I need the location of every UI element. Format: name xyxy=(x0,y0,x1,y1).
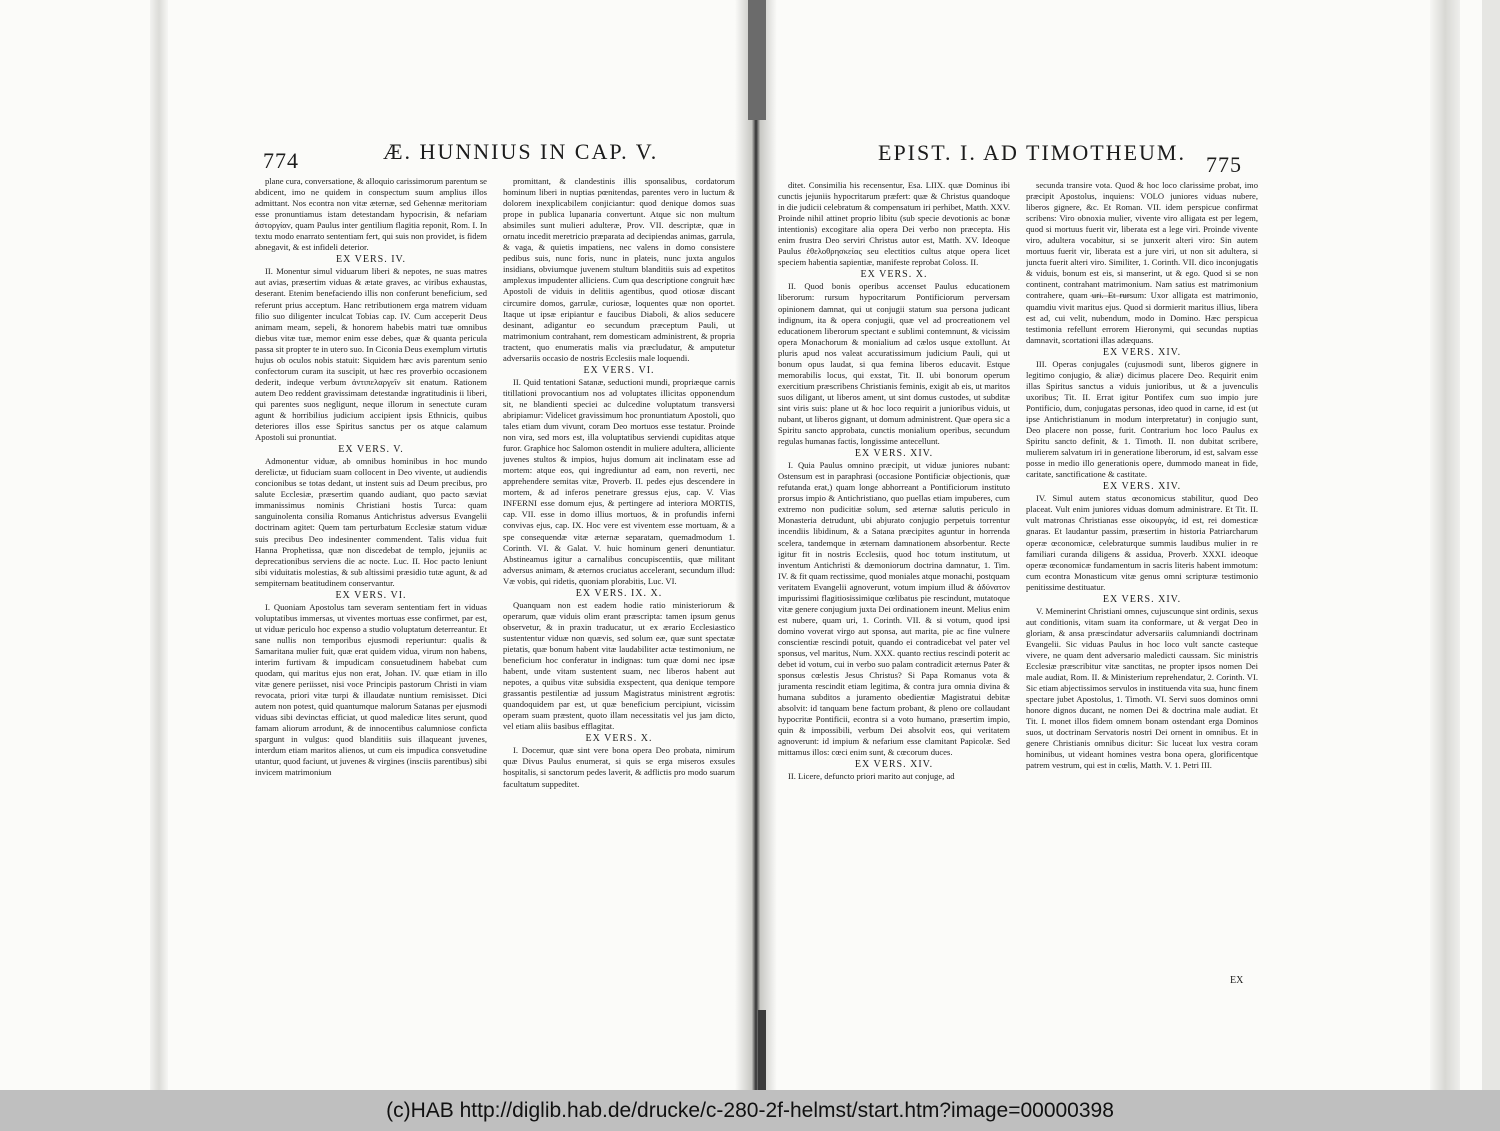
text-paragraph: plane cura, conversatione, & alloquio carissimorum parentum se abdicent, imo ne quidem in conspectum suum amplius illos admittant. Nos econtra non vitæ æternæ, sed Gehennæ meritoriam esse pronuntiamus istam detestandam hypocrisin, & nefariam ἀστοργίαν, quam Paulus inter gentilium flagitia reponit, Rom. I. In textu modo enarrato sententiam fert, qui suis non providet, is fidem abnegavit, & est infideli deterior. xyxy=(255,176,487,253)
copyright-footer-bar xyxy=(0,1090,1500,1131)
section-heading: EX VERS. IV. xyxy=(336,254,406,266)
scan-edge-shadow-left xyxy=(150,0,168,1090)
text-paragraph: II. Quid tentationi Satanæ, seductioni mundi, propriæque carnis titillationi provocantium nos ad voluptates illicitas opponendum sit, ne blandienti speciei ac dulcedine voluptatum transversi abripiamur: Videlicet gravissimum hoc pronuntiatum Apostoli, quo tales etiam dum vivunt, coram Deo mortuos esse testatur. Proinde non vira, sed mors est, illa voluptatibus serviendi cupiditas atque furor. Graphice hoc Salomon ostendit in muliere adultera, alliciente juvenes stultos & impios, hujus domum ait inclinatam esse ad mortem: atque eos, qui ingrediuntur ad eam, non reverti, nec apprehendere semitas vitæ, Proverb. II. pedes ejus descendere in mortem, & ad inferos penetrare gressus ejus, cap. V. Vias INFERNI esse domum ejus, & pertingere ad interiora MORTIS, cap. VII. esse in domo illius mortuos, & in profundis inferni convivas ejus, cap. IX. Hoc vere est viventem esse mortuam, & a spe consequendæ vitæ æternæ separatam, quemadmodum 1. Corinth. VI. & Galat. V. huic hominum generi denuntiatur. Abstineamus igitur a carnalibus concupiscentiis, quæ militant adversus animam, & æternos cruciatus accelerant, secundum illud: Væ vobis, qui ridetis, quoniam plorabitis, Luc. VI. xyxy=(503,376,735,586)
catchword: EX xyxy=(1230,975,1244,986)
right-page xyxy=(778,140,1258,986)
scan-edge-shadow-right xyxy=(1430,0,1460,1090)
right-running-title: EPIST. I. AD TIMOTHEUM. xyxy=(878,140,1186,165)
book-gutter xyxy=(735,0,777,1090)
section-heading: EX VERS. X. xyxy=(860,269,928,281)
gutter-notch-top xyxy=(748,0,766,120)
text-paragraph: I. Docemur, quæ sint vere bona opera Deo probata, nimirum quæ Divus Paulus enumerat, si quis se erga miseros exsules hospitalis, si sanctorum pedes laverit, & adflictis pro modo suarum facultatum suppeditet. xyxy=(503,745,735,789)
section-heading: EX VERS. XIV. xyxy=(1102,593,1182,605)
left-running-head xyxy=(255,136,725,176)
text-paragraph: II. Quod bonis operibus accenset Paulus educationem liberorum: rursum hypocritarum Pontificiorum perversam opinionem damnat, qui ut conjugii statum sua persona judicant indignum, ita & opera conjugii, quæ vel ad procreationem vel educationem liberorum spectant e sublimi contemnunt, & vicissim opera Monachorum & monialium ad cælos usque extollunt. At pluris apud nos valeat accuratissimum judicium Pauli, qui ut bonum opus laudat, si qua femina liberos educavit. Estque memorabilis locus, qui exstat, Tit. II. ubi bonorum operum exercitium præscribens Christianis feminis, exigit ab eis, ut maritos suos diligant, ut liberos ament, ut sint domus custodes, ut subditæ sint viris suis: plane ut & hoc loco requirit a junioribus viduis, ut nubant, ut liberos gignant, ut domum administrent. Quæ opera sic a Spiritu sancto approbata, cunctis monialium operibus, secundum regulas humanas factis, longissime antecellunt. xyxy=(778,281,1010,447)
left-page-column-a xyxy=(255,176,487,986)
text-paragraph: I. Quoniam Apostolus tam severam sententiam fert in viduas voluptatibus immersas, ut viventes mortuas esse confirmet, par est, ut viduæ periculo hoc expenso a studio voluptatum deterreantur. Et sane nullis non temporibus ejusmodi reperiuntur: qualis & Samaritana mulier fuit, quæ erat quidem vidua, virum non habens, interim furtivam & impudicam consuetudinem habebat cum quodam, qui maritus ejus non erat, Johan. IV. quæ etiam in illo vitæ genere periisset, nisi voce Principis pastorum Christi in viam revocata, priori vitæ turpi & illaudatæ nuntium remisisset. Dici autem non potest, quid quantumque malorum Satanas per ejusmodi viduas sibi devinctas efficiat, ut quod maledicæ lites serunt, quod famam aliorum arrodunt, & de innocentibus calumniose conficta spargunt in vulgus: quod blanditiis suis illaqueant juvenes, interdum etiam maritos alienos, ut cum eis impudica consvetudine utantur, quod faciunt, ut juvenes & virgines (insciis parentibus) sibi invicem matrimonium xyxy=(255,601,487,778)
section-heading: EX VERS. XIV. xyxy=(1102,346,1182,358)
scan-edge-far-right xyxy=(1482,0,1500,1090)
right-page-number: 775 xyxy=(1206,152,1242,177)
section-heading: EX VERS. VI. xyxy=(335,589,407,601)
section-heading: EX VERS. XIV. xyxy=(854,448,934,460)
section-heading: EX VERS. IX. X. xyxy=(575,587,663,599)
text-paragraph: ditet. Consimilia his recensentur, Esa. LIIX. quæ Dominus ibi cunctis jejuniis hypocritarum præfert: quæ & Christus quandoque in die judicii celebratum & compensatum iri perhibet, Matth. XXV. Proinde nihil attinet proprio libitu (sub specie devotionis ac bonæ intentionis) excogitare alia opera Dei verbo non præcepta. His enim frustra Deo serviri Christus autor est, Matth. XV. Ideoque Paulus ἐθελοθρησκείας seu electitios cultus atque opera licet speciem habentia sapientiæ, manifeste reprobat Coloss. II. xyxy=(778,180,1010,268)
text-paragraph: promittant, & clandestinis illis sponsalibus, cordatorum hominum liberi in nuptias pœnitendas, parentes vero in luctum & dolorem inexplicabilem conjiciantur: quod denique domos suas prope in publica lupanaria convertunt. Atque sic non multum absimiles sunt mulieri adulteræ, Prov. VII. descriptæ, quæ in ornatu incedit meretricio præparata ad decipiendas animas, garrula, & vaga, & quietis impatiens, nec valens in domo consistere pedibus suis, nunc foris, nunc in plateis, nunc juxta angulos insidians, obviumque juvenem stultum blanditiis suis ad expetitos amplexus impudenter alliciens. Cum qua descriptione congruit hæc Apostoli de viduis in delitiis agentibus, quod otiosæ discant circumire domos, garrulæ, curiosæ, loquentes quæ non oportet. Itaque ut ipsæ eripiantur e faucibus Diaboli, & alios seducere desinant, adigantur eo secundum præceptum Pauli, ut matrimonium contrahant, rem domesticam administrent, & propria tractent, quo enumeratis malis via præcludatur, & amputetur adversariis occasio de nostris Ecclesiis male loquendi. xyxy=(503,176,735,363)
section-heading: EX VERS. XIV. xyxy=(1102,481,1182,493)
text-paragraph: II. Monentur simul viduarum liberi & nepotes, ne suas matres aut avias, præsertim viduas & ætate graves, ac viribus exhaustas, deserant. Etenim benefaciendo illis non conferunt beneficium, sed referunt prius acceptum. Hanc retributionem erga matrem viduam filio suo diligenter inculcat Tobias cap. IV. Cum acceperit Deus animam meam, sepeli, & honorem habebis matri tuæ omnibus diebus vitæ tuæ, memor enim esse debes, quæ & quanta pericula passa sit propter te in utero suo. In Ciconia Deus exemplum virtutis hujus ob oculos nobis statuit: Siquidem hæc avis parentum senio confectorum curam ita suscipit, ut hæc res proverbio occasionem dederit, indeque verbum ἀντιπελαργεῖν sit enatum. Rationem autem Deo reddent gravissimam detestandæ ingratitudinis ii liberi, qui parentes suos negligunt, neque illorum in senectute curam agunt & horribilius judicium accipient ipsis Ethnicis, quibus deteriores illos esse Spiritus sanctus per os atque calamum Apostoli sui pronuntiat. xyxy=(255,266,487,443)
left-running-title: Æ. HUNNIUS IN CAP. V. xyxy=(383,139,659,164)
left-page-number: 774 xyxy=(263,148,299,173)
section-heading: EX VERS. VI. xyxy=(583,364,655,376)
gutter-notch-bottom xyxy=(758,1010,766,1090)
text-paragraph: IV. Simul autem status œconomicus stabilitur, quod Deo placeat. Vult enim juniores viduas domum administrare. Et Tit. II. vult matronas Christianas esse οἰκουργὰς, id est, rei domesticæ gnaras. Et laudantur passim, præsertim in historia Patriarcharum operæ œconomicæ, celebraturque summis laudibus mulier in re familiari curanda diligens & assidua, Proverb. XXXI. ideoque operæ œconomicæ fundamentum in sacris literis habent immotum: cum econtra Monasticum vitæ genus omni scripturæ testimonio penitissime destituatur. xyxy=(1026,493,1258,592)
text-paragraph: III. Operas conjugales (cujusmodi sunt, liberos gignere in legitimo conjugio, & aliæ) dicimus placere Deo. Requirit enim illas Spiritus sanctus a viduis junioribus, ut & a juvenculis uxoribus; Tit. II. Errat igitur Pontifex cum suo impio jure Pontificio, dum, conjugatas personas, ideo quod in carne, id est (ut ipse Antichristianum in modum interpretatur) in conjugio sunt, Deo placere non posse, furit. Contrarium hoc loco Paulus ex Spiritu sancto definit, & 1. Timoth. II. non dubitat scribere, mulierem salvatum iri in generatione liberorum, id est, salvam esse posse in medio illo generationis opere, dummodo maneat in fide, caritate, sanctificatione & castitate. xyxy=(1026,358,1258,480)
text-paragraph: I. Quia Paulus omnino præcipit, ut viduæ juniores nubant: Ostensum est in paraphrasi (occasione Pontificiæ objectionis, quæ refutanda erat,) quam longe abhorreant a Pontificiorum instituto prorsus impio & Antichristiano, quo puellas etiam impuberes, cum extremo non pudicitiæ solum, sed æternæ salutis periculo in Monasteria detrudunt, ubi abjurato conjugio perpetuis torrentur incendiis libidinum, & a Satana præcipites aguntur in horrenda scelera, tandemque in æternam damnationem absorbentur. Recte igitur fit in nostris Ecclesiis, quod hoc totum institutum, ut inventum Antichristi & dæmoniorum doctrina damnatur, 1. Tim. IV. & fit quam rectissime, quod moniales atque monachi, postquam veritatem Evangelii agnoverunt, votum impium illud & ἀδύνατον impurissimi flagitiosissimique cœlibatus pie rescindunt, mutatoque vitæ genere conjugium juxta Dei ordinationem ineunt. Melius enim est nubere, quam uri, 1. Corinth. VII. & si votum, quod ipsi domino voverat virgo aut sponsa, aut marita, pie ac fine vulnere conscientiæ rescindi potuit, quando ei contradicebat vel pater vel sponsus, vel maritus, Num. XXX. quanto rectius rescindi poterit ac debet id votum, cui in verbo suo palam contradicit æternus Pater & sponsus cœlestis Jesus Christus? Si Papa Romanus vota & juramenta rescindit etiam legitima, & contra jura omnia divina & humana subditos a juramento obedientiæ Magistratui debitæ absolvit: id tanquam bene factum probant, & pleno ore collaudant hypocritæ Pontificii, econtra si a voto humano, præsertim impio, quin & impossibili, verbum Dei absolvit eos, qui veritatem agnoverunt: id impium & nefarium esse clamitant Papicolæ. Sed mittamus illos: cœci enim sunt, & cœcorum duces. xyxy=(778,460,1010,758)
section-heading: EX VERS. V. xyxy=(338,444,404,456)
text-paragraph: secunda transire vota. Quod & hoc loco clarissime probat, imo præcipit Apostolus, inquiens: VOLO juniores viduas nubere, liberos gignere, &c. Et Roman. VII. idem perspicue confirmat scribens: Viro obnoxia mulier, vivente viro alligata est per legem, quod si mortuus fuerit vir, liberata est a lege viri. Proinde vivente viro, adultera vocabitur, si se junxerit alteri viro: Sin autem mortuus fuerit vir, liberata est a jure viri, ut non sit adultera, si juncta fuerit alteri viro. Similiter, 1. Corinth. VII. dico inconjugatis & viduis, bonum est eis, si manserint, ut & ego. Quod si se non continent, contrahant matrimonium. Nam satius est matrimonium contrahere, quam uri. Et rursum: Uxor alligata est matrimonio, quamdiu vivit maritus ejus. Quod si dormierit maritus illius, libera est ad, cui velit, nubendum, modo in Domino. Hæc perspicua testimonia refellunt errorem Hieronymi, qui secundas nuptias damnavit, scortationi illas adæquans. xyxy=(1026,180,1258,345)
text-paragraph: II. Licere, defuncto priori marito aut conjuge, ad xyxy=(788,771,955,782)
text-paragraph: V. Meminerint Christiani omnes, cujuscunque sint ordinis, sexus aut conditionis, vitam suam ita conformare, ut & vergat Deo in gloriam, & ansa præscindatur adversariis calumniandi doctrinam Evangelii. Sic viduas Paulus in hoc loco vult sancte casteque vivere, ne quam dent adversario maledicti caussam. Sic ministris Ecclesiæ præscribitur vitæ sanctitas, ne propter ipsos nomen Dei male audiat, Rom. II. & Ministerium reprehendatur, 2. Corinth. VI. Sic etiam abjectissimos servulos in instituenda vita sua, hunc finem spectare jubet Apostolus, 1. Timoth. VI. Servi suos dominos omni honore dignos ducant, ne nomen Dei & doctrina male audiat. Et Tit. I. monet illos fidem omnem bonam ostendant erga Dominos suos, ut doctrinam Servatoris nostri Dei ornent in omnibus. Et in genere Christianis omnibus dicitur: Sic luceat lux vestra coram hominibus, ut videant homines vestra bona opera, glorificentque patrem vestrum, qui est in cœlis, Matth. V. 1. Petri III. xyxy=(1026,605,1258,771)
section-heading: EX VERS. X. xyxy=(585,733,653,745)
right-page-column-b xyxy=(1026,180,1258,990)
left-page xyxy=(255,136,735,789)
right-page-column-a xyxy=(778,180,1010,990)
copyright-link-text[interactable]: (c)HAB http://diglib.hab.de/drucke/c-280-2f-helmst/start.htm?image=00000398 xyxy=(386,1099,1114,1122)
right-running-head xyxy=(778,140,1248,180)
text-paragraph: Quanquam non est eadem hodie ratio ministeriorum & operarum, quæ viduis olim erant præscripta: tamen ipsum genus observetur, & in praxin traducatur, ut ex ærario Ecclesiastico sustententur viduæ non quævis, sed solum eæ, quæ sunt spectatæ pietatis, quæ bonum habent vitæ laudabiliter actæ testimonium, ne beneficium hoc conferatur in indignas: tum quæ domi nec ipsæ habent, unde vitam sustentent suam, nec liberos habent aut nepotes, a quibus vitæ subsidia exspectent, qua denique tempore grassantis pestilentiæ ad jussum Magistratus ministrent ægrotis: quandoquidem par est, ut quæ beneficium percipiunt, vicissim operam suam præstent, quoto illam necessitatis vel jus jam dicto, vel etiam aliis basibus efflagitat. xyxy=(503,599,735,732)
section-heading: EX VERS. XIV. xyxy=(854,759,934,771)
left-page-column-b xyxy=(503,176,735,986)
text-paragraph: Admonentur viduæ, ab omnibus hominibus in hoc mundo derelictæ, ut fiduciam suam collocent in Deo vivente, ut audiendis concionibus se totas dedant, ut instent suis ad Deum precibus, pro salute Ecclesiæ, præsertim quando audiant, quo pacto sæviat immanissimus nominis Christiani hostis Turca: quam sanguinolenta consilia Romanus Antichristus adversus Evangelii doctrinam agitet: Quem tam perturbatum Ecclesiæ statum viduæ suis precibus Deo indesinenter commendent. Talis vidua fuit Hanna Prophetissa, quæ non discedebat de templo, jejuniis ac deprecationibus serviens die ac nocte. Luc. II. Hoc pacto leniunt sibi viduitatis molestias, & sub altissimi præsidio tutæ agunt, & ad sempiternam beatitudinem conservantur. xyxy=(255,456,487,588)
